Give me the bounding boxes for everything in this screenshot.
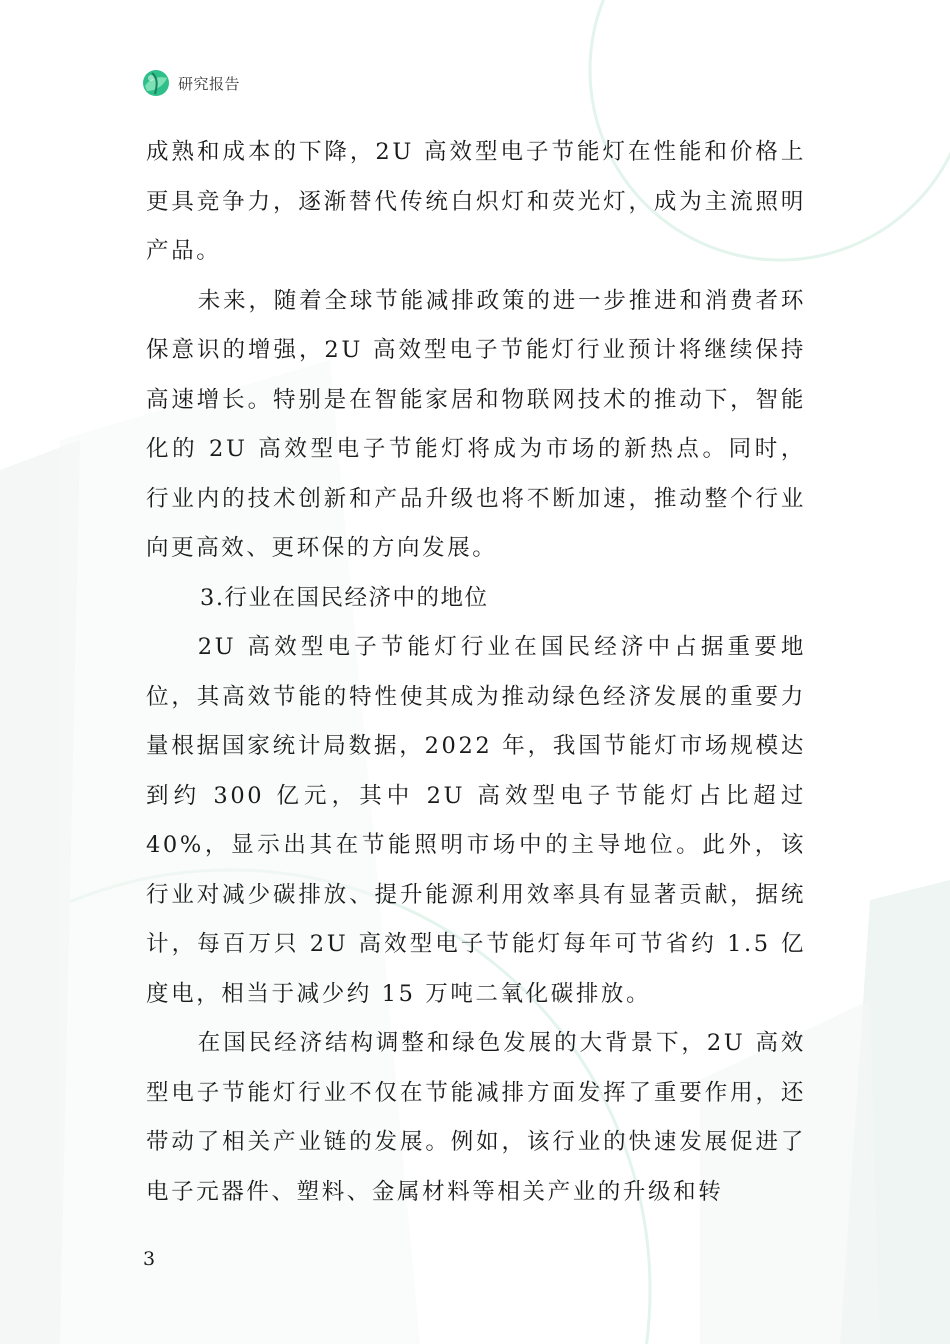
paragraph-1: 成熟和成本的下降，2U 高效型电子节能灯在性能和价格上更具竞争力，逐渐替代传统白炽灯和荧光灯，成为主流照明产品。 bbox=[146, 139, 806, 264]
report-header bbox=[142, 68, 240, 98]
section-heading: 3.行业在国民经济中的地位 bbox=[200, 584, 489, 611]
paragraph-4: 在国民经济结构调整和绿色发展的大背景下，2U 高效型电子节能灯行业不仅在节能减排方面发挥了重要作用，还带动了相关产业链的发展。例如，该行业的快速发展促进了电子元器件、塑料、金属材料等相关产业的升级和转 bbox=[146, 1030, 806, 1205]
header-title: 研究报告 bbox=[178, 74, 241, 93]
paragraph-3: 2U 高效型电子节能灯行业在国民经济中占据重要地位，其高效节能的特性使其成为推动绿色经济发展的重要力量根据国家统计局数据，2022 年，我国节能灯市场规模达到约 300 亿元，其中 2U 高效型电子节能灯占比超过 40%，显示出其在节能照明市场中的主导地位。此外，该行业对减少碳排放、提升能源利用效率具有显著贡献，据统计，每百万只 2U 高效型电子节能灯每年可节省约 1.5 亿度电，相当于减少约 15 万吨二氧化碳排放。 bbox=[146, 634, 806, 1007]
globe-leaf-logo-icon bbox=[142, 69, 170, 97]
page-number: 3 bbox=[143, 1248, 156, 1270]
document-body bbox=[146, 128, 806, 1217]
paragraph-2: 未来，随着全球节能减排政策的进一步推进和消费者环保意识的增强，2U 高效型电子节能灯行业预计将继续保持高速增长。特别是在智能家居和物联网技术的推动下，智能化的 2U 高效型电子节能灯将成为市场的新热点。同时，行业内的技术创新和产品升级也将不断加速，推动整个行业向更高效、更环保的方向发展。 bbox=[146, 287, 806, 561]
